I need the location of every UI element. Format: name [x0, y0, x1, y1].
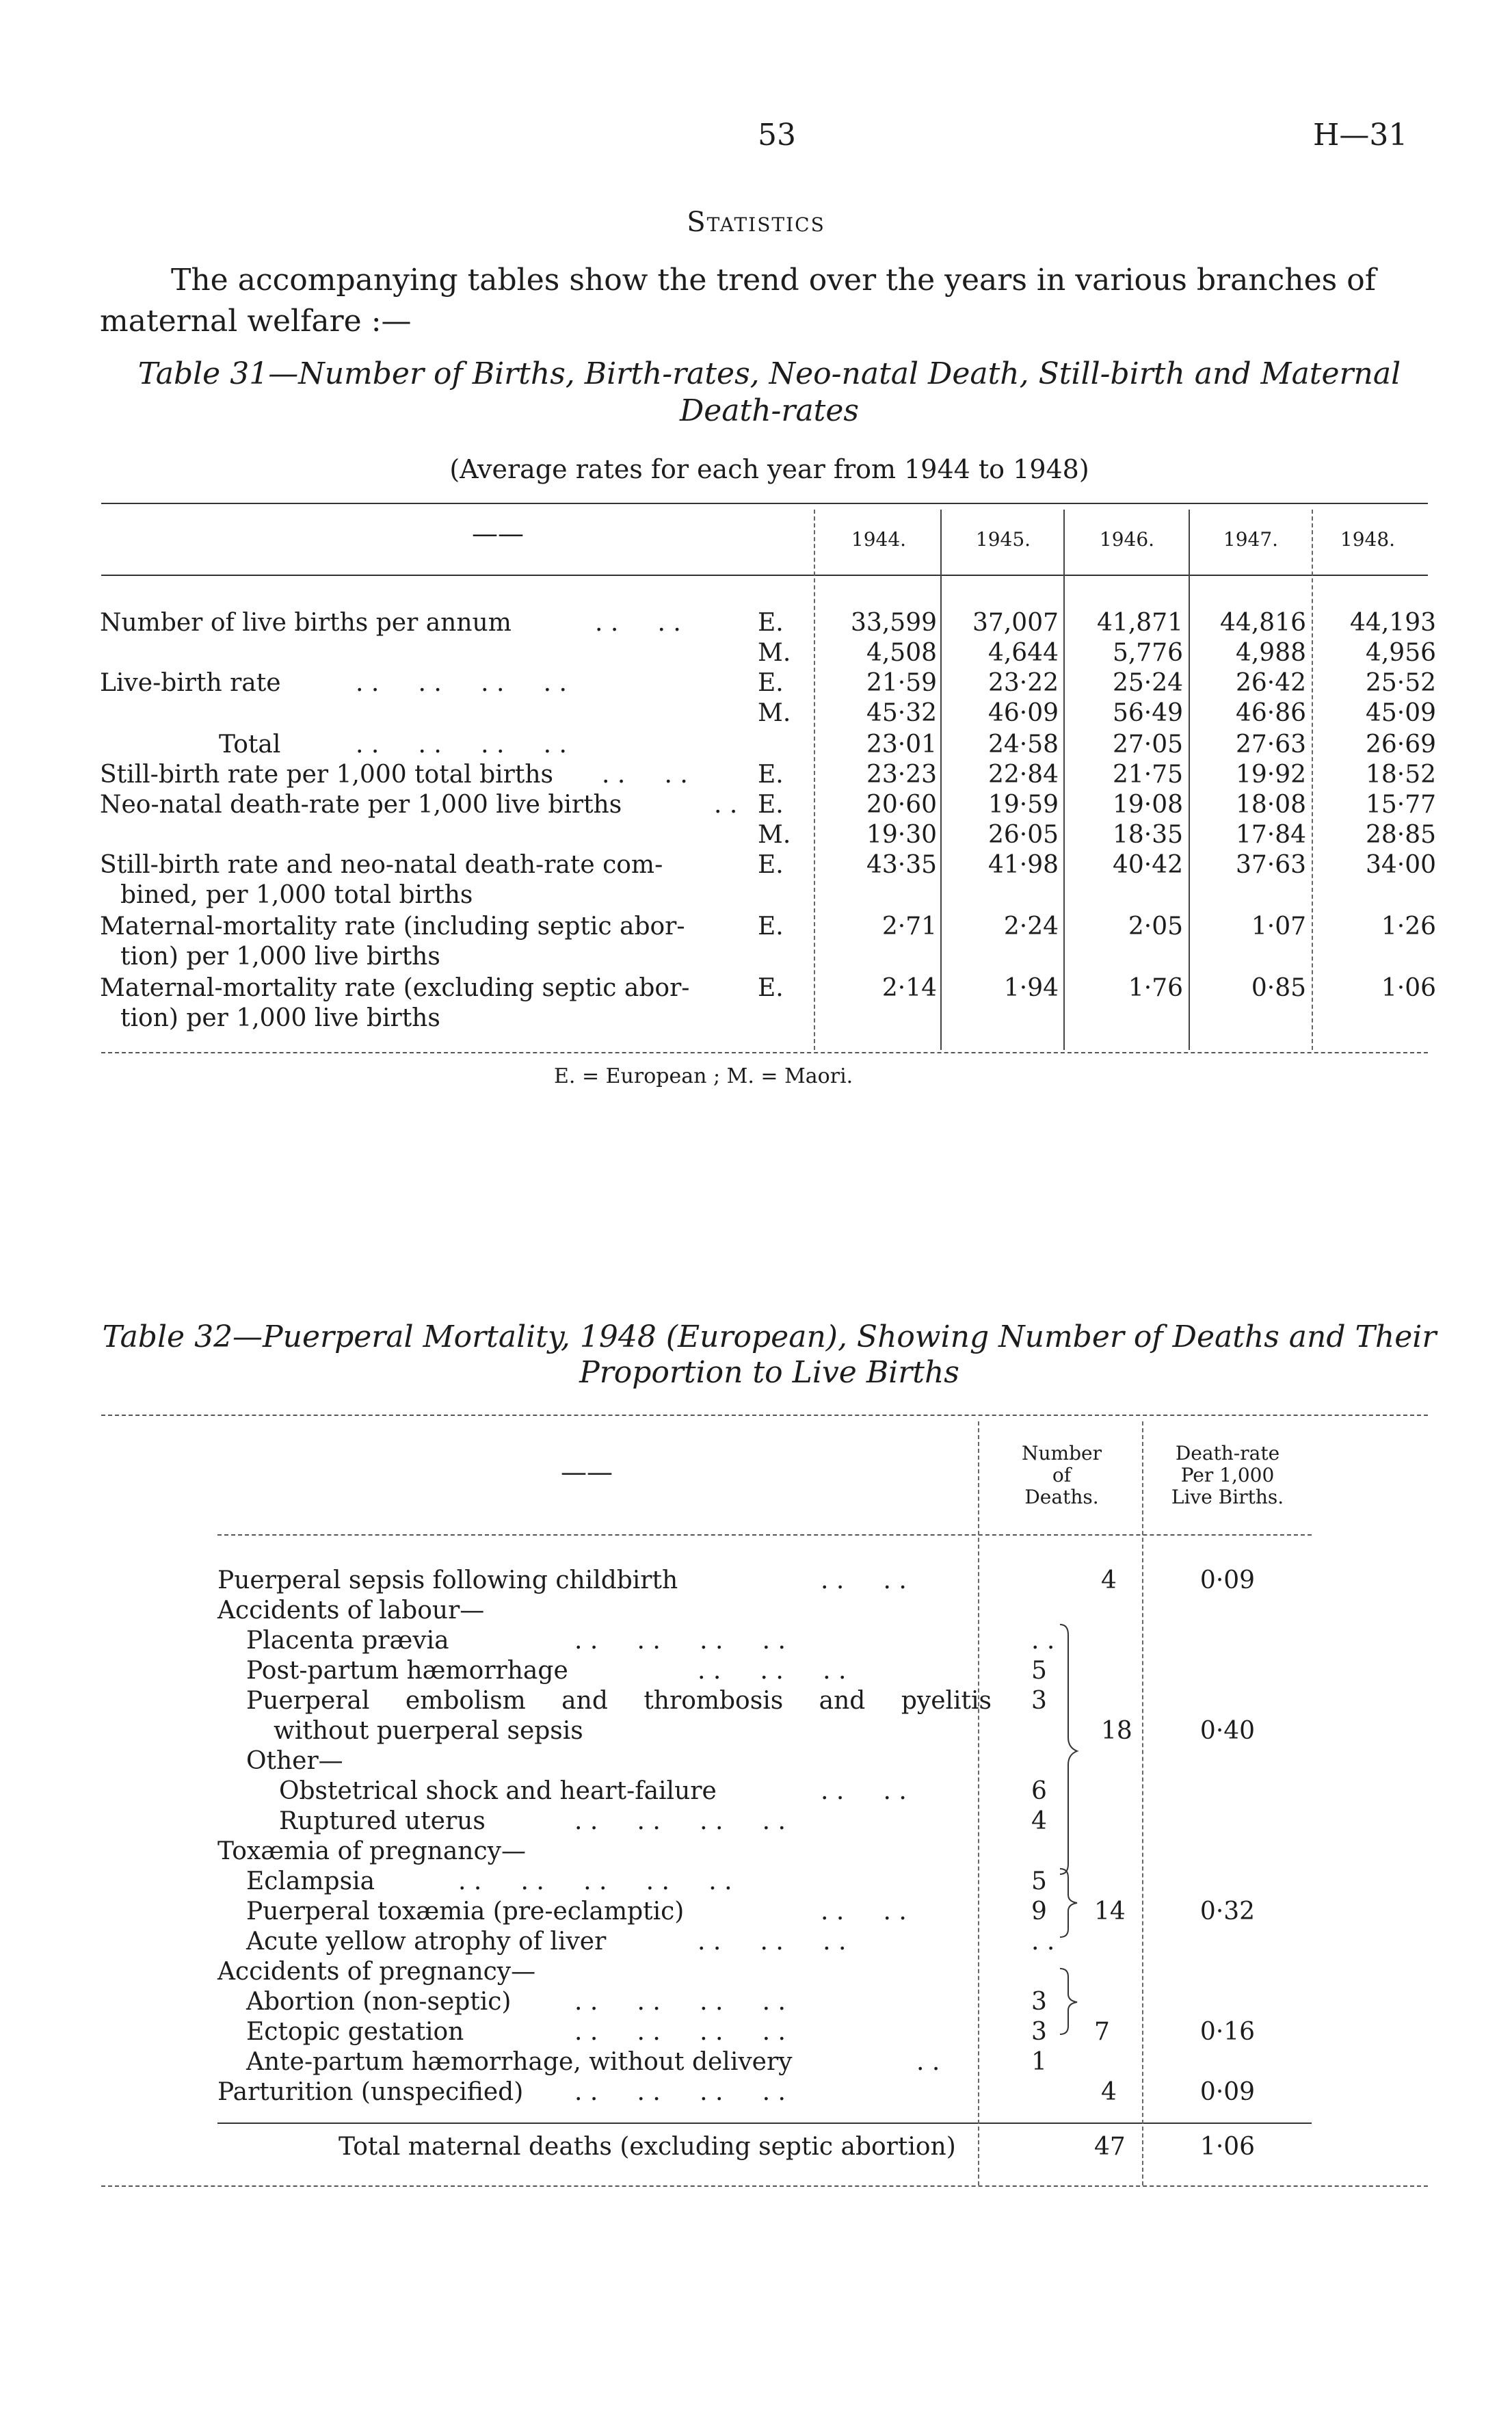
t31-year-header: 1948. [1340, 528, 1396, 551]
t32-deaths-header: of [1052, 1464, 1072, 1486]
t31-value-cell: 44,816 [1220, 609, 1306, 637]
section-title: Statistics [687, 207, 825, 238]
page-number: 53 [758, 118, 796, 153]
t32-leader-dots: . . . . . . . . [574, 1627, 786, 1655]
t32-rate: 0·09 [1199, 2078, 1256, 2106]
t31-region-code: M. [758, 699, 791, 727]
t32-rate-header: Live Births. [1171, 1486, 1284, 1508]
t31-value-cell: 27·05 [1112, 731, 1183, 759]
t32-leader-dots: . . . . . . . . [574, 1807, 786, 1835]
t31-col-divider [1063, 510, 1065, 1050]
t32-bottom-rule [101, 2185, 1428, 2187]
t31-footnote: E. = European ; M. = Maori. [554, 1064, 853, 1088]
t31-row-label: Number of live births per annum [100, 609, 512, 637]
t31-leader-dots: . . [714, 791, 738, 819]
t32-header-rule [217, 1534, 1312, 1536]
t32-count: 3 [1031, 1988, 1047, 2016]
t32-row-label: Post-partum hæmorrhage [246, 1657, 568, 1685]
t31-value-cell: 41,871 [1097, 609, 1183, 637]
t32-leader-dots: . . . . . . . . . . [458, 1867, 732, 1895]
t32-row-label: Obstetrical shock and heart-failure [279, 1777, 717, 1805]
brace-toxaemia [1060, 1869, 1077, 1937]
t32-leader-dots: . . . . . . . . [574, 2018, 786, 2046]
t32-count: 4 [1031, 1807, 1047, 1835]
t31-value-cell: 18·52 [1365, 761, 1436, 789]
t31-value-cell: 15·77 [1365, 791, 1436, 819]
t31-top-rule [101, 503, 1428, 504]
table32-caption-1: Table 32—Puerperal Mortality, 1948 (European), Showing Number of Deaths and Their [102, 1319, 1437, 1354]
t32-col-divider [978, 1421, 979, 2185]
t31-value-cell: 26·05 [987, 821, 1059, 849]
t31-year-header: 1946. [1099, 528, 1155, 551]
t32-count: 9 [1031, 1897, 1047, 1926]
t32-row-label: without puerperal sepsis [274, 1717, 583, 1745]
t32-leader-dots: . . . . [821, 1897, 907, 1926]
t31-value-cell: 17·84 [1235, 821, 1306, 849]
t32-row-label: Parturition (unspecified) [217, 2078, 524, 2106]
t31-region-code: E. [758, 851, 784, 879]
t31-row-label-cont: tion) per 1,000 live births [120, 1004, 440, 1032]
t31-value-cell: 4,508 [866, 639, 937, 667]
t31-value-cell: 25·24 [1112, 669, 1183, 697]
t32-subtotal: 18 [1101, 1717, 1132, 1745]
t31-value-cell: 19·92 [1235, 761, 1306, 789]
t31-value-cell: 2·71 [881, 912, 937, 941]
t31-value-cell: 34·00 [1365, 851, 1436, 879]
t31-value-cell: 1·26 [1381, 912, 1436, 941]
t31-value-cell: 24·58 [987, 731, 1059, 759]
t31-value-cell: 44,193 [1350, 609, 1436, 637]
t31-value-cell: 1·06 [1381, 974, 1436, 1002]
t32-row-label: Eclampsia [246, 1867, 375, 1895]
t32-row-label: Ante-partum hæmorrhage, without delivery [246, 2048, 793, 2076]
intro-line-1: The accompanying tables show the trend over the years in various branches of [171, 263, 1376, 298]
t32-subtotal: 4 [1101, 2078, 1117, 2106]
t31-value-cell: 4,956 [1365, 639, 1436, 667]
t31-value-cell: 2·14 [881, 974, 937, 1002]
t32-leader-dots: . . . . [821, 1777, 907, 1805]
t31-leader-dots: . . . . [595, 609, 681, 637]
t32-count: 6 [1031, 1777, 1047, 1805]
t32-braces [1053, 1621, 1094, 2223]
t32-rate-header: Death-rate [1175, 1442, 1280, 1464]
t31-value-cell: 26·42 [1235, 669, 1306, 697]
t31-value-cell: 45·32 [866, 699, 937, 727]
t31-value-cell: 18·35 [1112, 821, 1183, 849]
t31-value-cell: 33,599 [851, 609, 937, 637]
t31-value-cell: 23·23 [866, 761, 937, 789]
t31-row-label: Neo-natal death-rate per 1,000 live births [100, 791, 622, 819]
t31-value-cell: 40·42 [1112, 851, 1183, 879]
t32-rate-header: Per 1,000 [1180, 1464, 1275, 1486]
t32-subtotal: 14 [1094, 1897, 1126, 1926]
t31-value-cell: 4,988 [1235, 639, 1306, 667]
t31-value-cell: 20·60 [866, 791, 937, 819]
t32-rate: 0·40 [1199, 1717, 1256, 1745]
t31-leader-dots: . . . . . . . . [356, 669, 567, 697]
t31-value-cell: 4,644 [987, 639, 1059, 667]
t31-value-cell: 46·86 [1235, 699, 1306, 727]
intro-line-2: maternal welfare :— [100, 304, 412, 339]
t32-count: 5 [1031, 1657, 1047, 1685]
t31-value-cell: 45·09 [1365, 699, 1436, 727]
t31-value-cell: 19·30 [866, 821, 937, 849]
t32-rate: 0·16 [1199, 2018, 1256, 2046]
t32-total-label: Total maternal deaths (excluding septic abortion) [339, 2133, 956, 2161]
t32-leader-dots: . . . . . . . . [574, 1988, 786, 2016]
t31-col-divider [1312, 510, 1313, 1050]
t31-year-header: 1947. [1223, 528, 1279, 551]
t31-leader-dots: . . . . . . . . [356, 731, 567, 759]
t32-row-label: Acute yellow atrophy of liver [246, 1928, 607, 1956]
t31-value-cell: 2·05 [1128, 912, 1183, 941]
t32-leader-dots: . . . . . . . . [574, 2078, 786, 2106]
t31-value-cell: 1·76 [1128, 974, 1183, 1002]
t31-region-code: E. [758, 761, 784, 789]
t32-rate: 0·09 [1199, 1566, 1256, 1594]
t31-row-label-cont: tion) per 1,000 live births [120, 943, 440, 971]
t31-col-divider [1189, 510, 1190, 1050]
t31-row-label: Still-birth rate and neo-natal death-rate com- [100, 851, 663, 879]
t31-value-cell: 27·63 [1235, 731, 1306, 759]
t31-value-cell: 5,776 [1112, 639, 1183, 667]
t31-value-cell: 22·84 [987, 761, 1059, 789]
t31-col-divider [814, 510, 815, 1050]
t32-total-rule [217, 2123, 1312, 2124]
t32-row-label: Puerperal sepsis following childbirth [217, 1566, 678, 1594]
t32-count: 5 [1031, 1867, 1047, 1895]
t31-value-cell: 1·94 [1003, 974, 1059, 1002]
t32-rate: 0·32 [1199, 1897, 1256, 1926]
t31-value-cell: 25·52 [1365, 669, 1436, 697]
t32-leader-dots: . . . . [821, 1566, 907, 1594]
t31-value-cell: 43·35 [866, 851, 937, 879]
t32-row-label: Placenta prævia [246, 1627, 449, 1655]
brace-accidents-of-pregnancy [1060, 1969, 1077, 2034]
t31-value-cell: 19·08 [1112, 791, 1183, 819]
t31-row-label: Maternal-mortality rate (excluding septic abor- [100, 974, 690, 1002]
t32-row-label: Accidents of labour— [217, 1596, 485, 1625]
t31-row-label: Live-birth rate [100, 669, 281, 697]
t31-value-cell: 37·63 [1235, 851, 1306, 879]
table31-caption-1: Table 31—Number of Births, Birth-rates, Neo-natal Death, Still-birth and Maternal [137, 356, 1401, 391]
t32-row-label: Accidents of pregnancy— [217, 1958, 536, 1986]
t32-deaths-header: Deaths. [1024, 1486, 1099, 1508]
t31-value-cell: 19·59 [987, 791, 1059, 819]
t32-row-label: Puerperal embolism and thrombosis and pyelitis [246, 1687, 992, 1715]
t32-total-rate: 1·06 [1199, 2133, 1256, 2161]
t32-leader-dots: . . . . . . [698, 1657, 847, 1685]
t31-value-cell: 21·75 [1112, 761, 1183, 789]
t31-bottom-rule [101, 1052, 1428, 1053]
t32-total-count: 47 [1094, 2133, 1126, 2161]
t31-year-header: 1945. [975, 528, 1031, 551]
t31-value-cell: 28·85 [1365, 821, 1436, 849]
t31-row-label-cont: bined, per 1,000 total births [120, 881, 473, 909]
t31-value-cell: 0·85 [1251, 974, 1306, 1002]
t32-row-label: Other— [246, 1747, 343, 1775]
t32-top-rule [101, 1415, 1428, 1416]
t32-subtotal: 4 [1101, 1566, 1117, 1594]
t32-count: 1 [1031, 2048, 1047, 2076]
t31-value-cell: 1·07 [1251, 912, 1306, 941]
table31-subtitle: (Average rates for each year from 1944 to 1948) [449, 454, 1089, 484]
t31-row-label: Maternal-mortality rate (including septic abor- [100, 912, 685, 941]
t31-year-header: 1944. [851, 528, 907, 551]
page-reference: H—31 [1313, 118, 1408, 153]
t32-row-label: Puerperal toxæmia (pre-eclamptic) [246, 1897, 685, 1926]
brace-accidents-of-labour [1060, 1625, 1077, 1874]
table32-caption-2: Proportion to Live Births [579, 1355, 959, 1390]
t31-leader-dots: . . . . [602, 761, 688, 789]
t31-value-cell: 37,007 [972, 609, 1059, 637]
t32-deaths-header: Number [1022, 1442, 1102, 1464]
t32-count: 3 [1031, 2018, 1047, 2046]
t32-count: . . [1031, 1627, 1055, 1655]
t31-row-label: Still-birth rate per 1,000 total births [100, 761, 554, 789]
t31-region-code: M. [758, 821, 791, 849]
t32-count: 3 [1031, 1687, 1047, 1715]
t31-dash-header: —— [472, 518, 524, 549]
t32-dash-header: —— [561, 1457, 613, 1487]
t31-value-cell: 46·09 [987, 699, 1059, 727]
t31-value-cell: 41·98 [987, 851, 1059, 879]
t31-region-code: E. [758, 974, 784, 1002]
t31-value-cell: 26·69 [1365, 731, 1436, 759]
t31-row-label: Total [219, 731, 281, 759]
t32-col-divider [1142, 1421, 1143, 2185]
t32-count: . . [1031, 1928, 1055, 1956]
t32-leader-dots: . . [916, 2048, 940, 2076]
t31-value-cell: 23·01 [866, 731, 937, 759]
t31-value-cell: 56·49 [1112, 699, 1183, 727]
t31-value-cell: 2·24 [1003, 912, 1059, 941]
t32-row-label: Toxæmia of pregnancy— [217, 1837, 526, 1865]
t31-region-code: M. [758, 639, 791, 667]
t32-subtotal: 7 [1094, 2018, 1110, 2046]
t32-leader-dots: . . . . . . [698, 1928, 847, 1956]
t31-value-cell: 18·08 [1235, 791, 1306, 819]
t31-value-cell: 21·59 [866, 669, 937, 697]
table31-caption-2: Death-rates [679, 393, 859, 428]
t31-region-code: E. [758, 609, 784, 637]
t31-region-code: E. [758, 791, 784, 819]
t31-value-cell: 23·22 [987, 669, 1059, 697]
t32-row-label: Ruptured uterus [279, 1807, 486, 1835]
t32-row-label: Abortion (non-septic) [246, 1988, 512, 2016]
t31-header-rule [101, 575, 1428, 576]
t32-row-label: Ectopic gestation [246, 2018, 464, 2046]
t31-region-code: E. [758, 669, 784, 697]
t31-region-code: E. [758, 912, 784, 941]
t31-col-divider [940, 510, 942, 1050]
